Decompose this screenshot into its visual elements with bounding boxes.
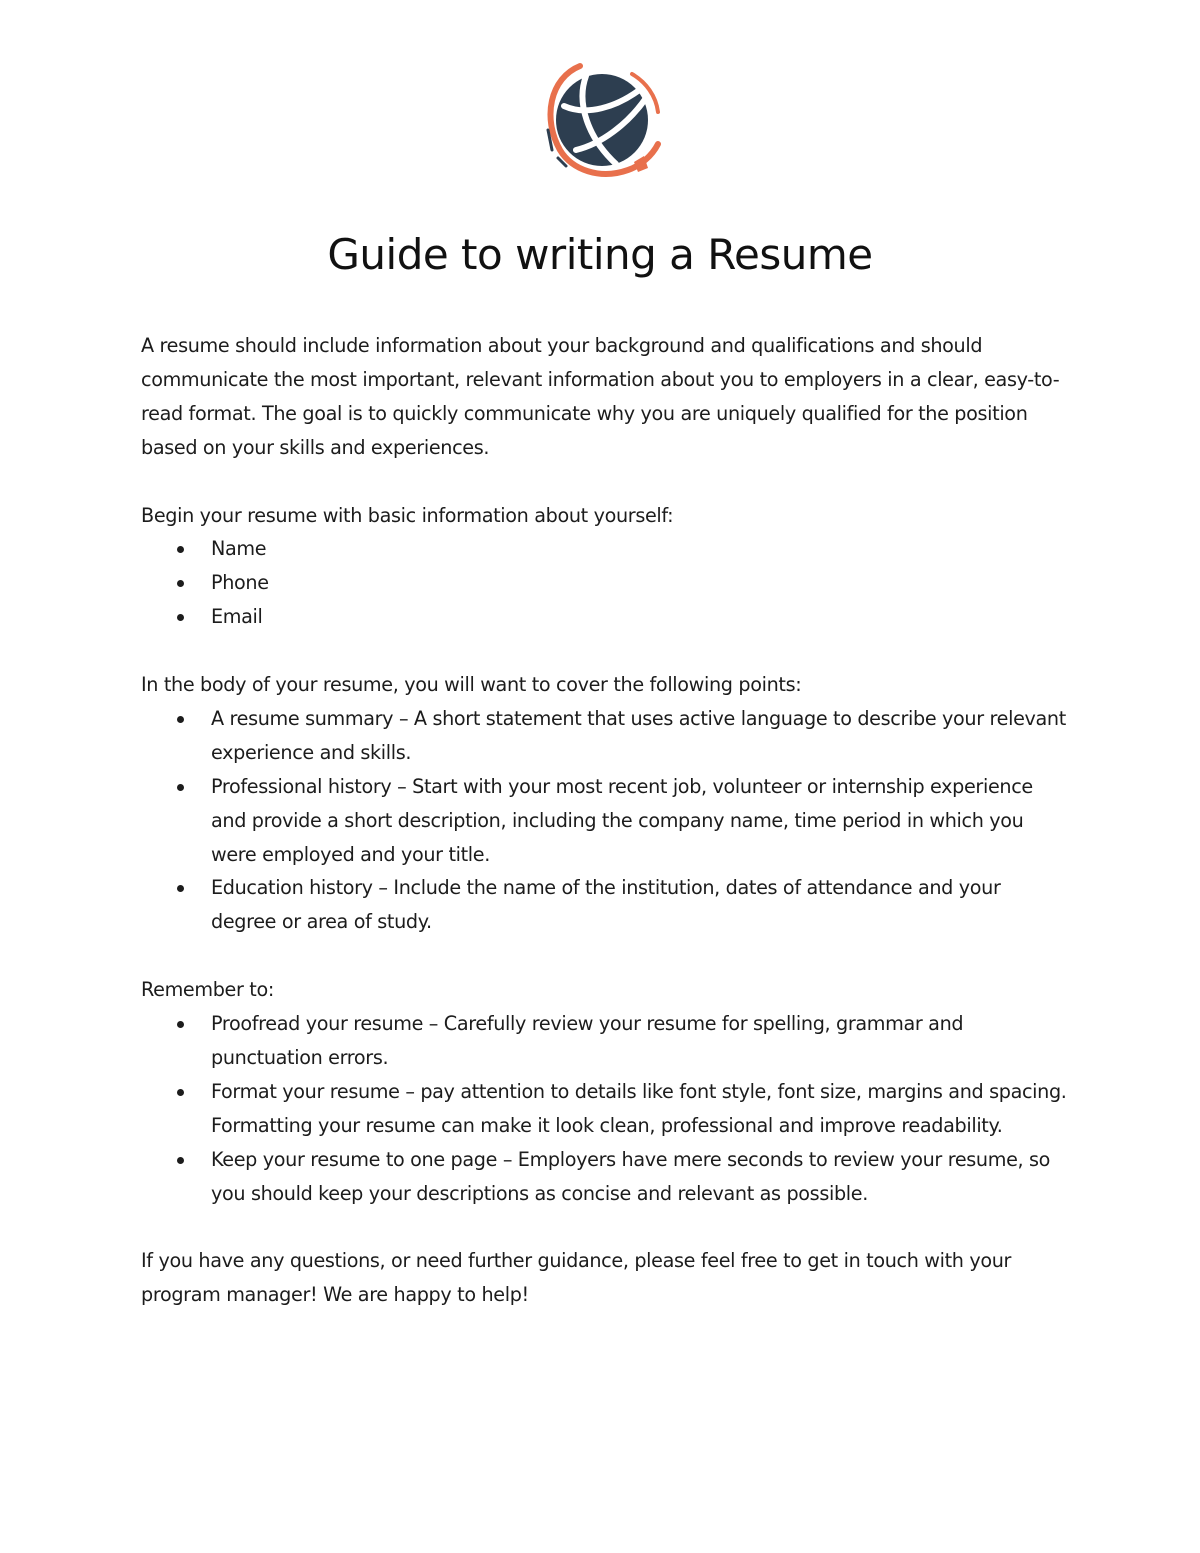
list-item: Name: [141, 532, 1071, 566]
list-item: Education history – Include the name of the institution, dates of attendance and your degree or area of study.: [141, 871, 1071, 939]
bullet-icon: [177, 885, 184, 892]
bullet-icon: [177, 784, 184, 791]
globe-logo-icon: [536, 58, 664, 184]
bullet-icon: [177, 546, 184, 553]
intro-paragraph: A resume should include information about your background and qualifications and should communicate the most important, relevant information about you to employers in a clear, easy-to-read format. The goal is to quickly communicate why you are uniquely qualified for the position based on your skills and experiences.: [141, 334, 1060, 459]
list-item: Professional history – Start with your most recent job, volunteer or internship experience and provide a short description, including the company name, time period in which you were employed and your title.: [141, 770, 1071, 872]
remember-lead: Remember to:: [141, 978, 274, 1002]
basic-info-lead: Begin your resume with basic information about yourself:: [141, 503, 674, 527]
remember-list: [141, 1007, 1071, 1210]
list-item: Format your resume – pay attention to details like font style, font size, margins and spacing. Formatting your resume can make it look clean, professional and improve readability.: [141, 1075, 1071, 1143]
body-points-lead: In the body of your resume, you will want to cover the following points:: [141, 673, 802, 697]
bullet-icon: [177, 1021, 184, 1028]
body-points-list: [141, 702, 1071, 939]
bullet-icon: [177, 580, 184, 587]
bullet-icon: [177, 716, 184, 723]
bullet-icon: [177, 1157, 184, 1164]
basic-info-list: [141, 532, 1071, 634]
list-item: Phone: [141, 566, 1071, 600]
list-item: A resume summary – A short statement that uses active language to describe your relevant experience and skills.: [141, 702, 1071, 770]
bullet-icon: [177, 614, 184, 621]
document-title: Guide to writing a Resume: [327, 230, 873, 279]
closing-paragraph: If you have any questions, or need further guidance, please feel free to get in touch with your program manager! We are happy to help!: [141, 1249, 1012, 1307]
list-item: Proofread your resume – Carefully review your resume for spelling, grammar and punctuation errors.: [141, 1007, 1071, 1075]
document-body: [141, 329, 1071, 1312]
bullet-icon: [177, 1089, 184, 1096]
list-item: Email: [141, 600, 1071, 634]
list-item: Keep your resume to one page – Employers have mere seconds to review your resume, so you should keep your descriptions as concise and relevant as possible.: [141, 1143, 1071, 1211]
